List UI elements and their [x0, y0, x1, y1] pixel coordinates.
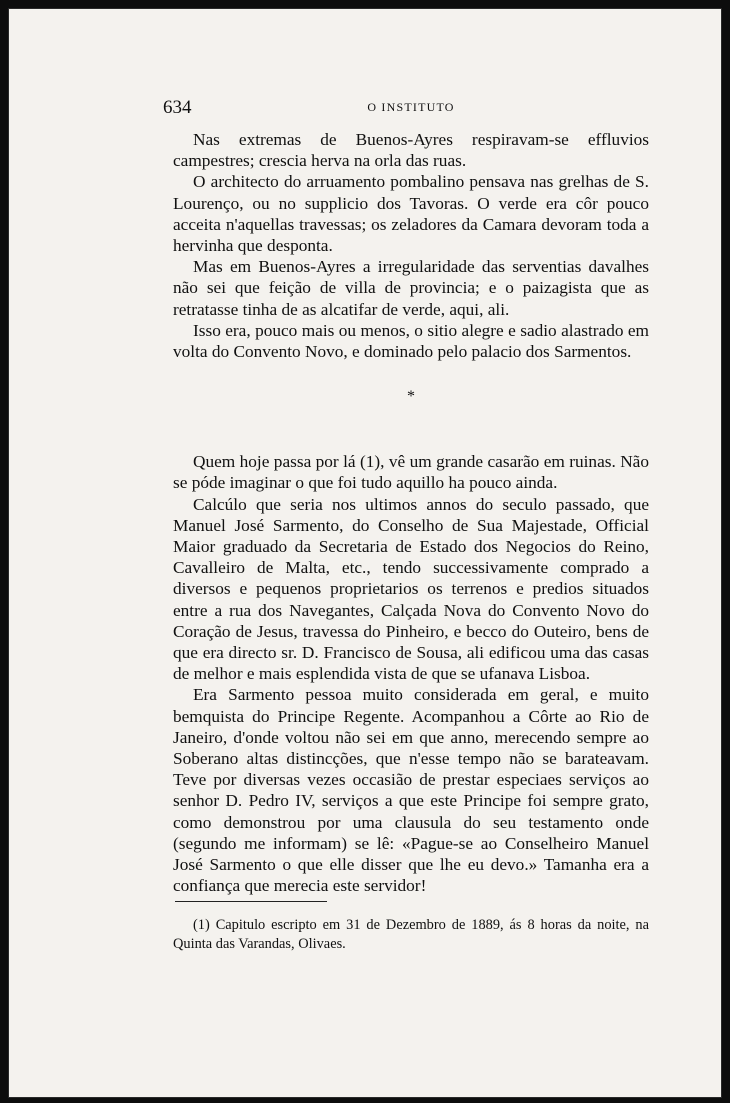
footnote-text: (1) Capitulo escripto em 31 de Dezembro de 1889, ás 8 horas da noite, na Quinta das Varandas, Olivaes.	[173, 917, 649, 952]
body-text	[173, 129, 649, 897]
footnote-divider	[175, 901, 327, 902]
paragraph: Quem hoje passa por lá (1), vê um grande casarão em ruinas. Não se póde imaginar o que foi tudo aquillo ha pouco ainda.	[173, 452, 649, 493]
book-page	[8, 8, 722, 1098]
paragraph: O architecto do arruamento pombalino pensava nas grelhas de S. Lourenço, ou no supplicio dos Tavoras. O verde era côr pouco acceita n'aquellas travessas; os zeladores da Camara devoram toda a hervinha que desponta.	[173, 172, 649, 256]
paragraph: Nas extremas de Buenos-Ayres respiravam-se effluvios campestres; crescia herva na orla das ruas.	[173, 130, 649, 171]
paragraph: Calcúlo que seria nos ultimos annos do seculo passado, que Manuel José Sarmento, do Conselho de Sua Majestade, Official Maior graduado da Secretaria de Estado dos Negocios do Reino, Cavalleiro de Malta, etc., tendo successivamente comprado a diversos e pequenos proprietarios os terrenos e predios situados entre a rua dos Navegantes, Calçada Nova do Convento Novo do Coração de Jesus, travessa do Pinheiro, e becco do Outeiro, bens de que era directo sr. D. Francisco de Sousa, ali edificou uma das casas de melhor e mais esplendida vista de que se ufanava Lisboa.	[173, 494, 649, 684]
footnote	[173, 916, 649, 954]
page-number: 634	[163, 97, 192, 118]
paragraph: Isso era, pouco mais ou menos, o sitio alegre e sadio alastrado em volta do Convento Novo, e dominado pelo palacio dos Sarmentos.	[173, 320, 649, 362]
paragraph: Mas em Buenos-Ayres a irregularidade das serventias davalhes não sei que feição de villa de provincia; e o paizagista que as retratasse tinha de as alcatifar de verde, aqui, ali.	[173, 257, 649, 319]
section-break-asterisk: *	[407, 388, 415, 406]
page-header	[163, 97, 649, 119]
section-one	[173, 129, 649, 362]
running-title: O INSTITUTO	[367, 100, 455, 114]
section-two	[173, 451, 649, 896]
paragraph: Era Sarmento pessoa muito considerada em geral, e muito bemquista do Principe Regente. Acompanhou a Côrte ao Rio de Janeiro, d'onde voltou não sei em que anno, merecendo sempre ao Soberano altas distincções, que n'esse tempo não se barateavam. Teve por diversas vezes occasião de prestar especiaes serviços ao senhor D. Pedro IV, serviços a que este Principe foi sempre grato, como demonstrou por uma clausula do seu testamento onde (segundo me informam) se lê: «Pague-se ao Conselheiro Manuel José Sarmento o que elle disser que lhe eu devo.» Tamanha era a confiança que merecia este servidor!	[173, 685, 649, 896]
